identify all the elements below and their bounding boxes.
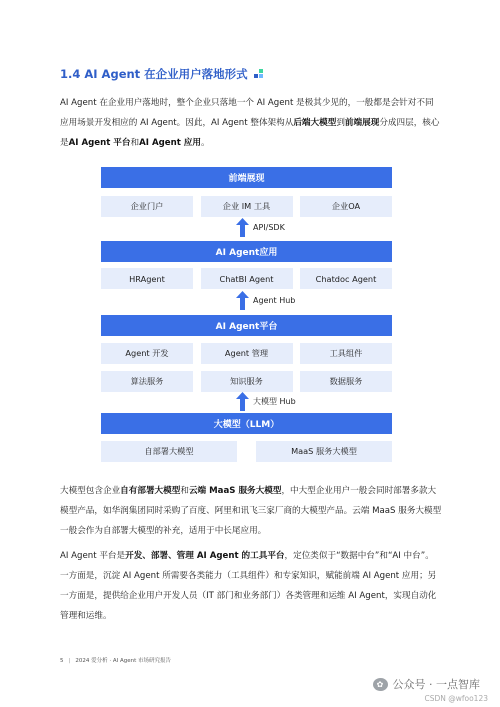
front-items-row	[101, 196, 392, 217]
front-layer-header: 前端展现	[101, 167, 392, 188]
p3-bold-tool-platform: 开发、部署、管理 AI Agent 的工具平台	[125, 551, 285, 561]
model-hub-connector	[236, 391, 296, 412]
intro-bold-application: AI Agent 应用	[139, 138, 201, 148]
agent-hub-connector	[236, 290, 295, 311]
agent-hub-label: Agent Hub	[253, 296, 296, 305]
p2-text-1: 大模型包含企业	[60, 486, 121, 496]
platform-item: Agent 开发	[101, 343, 193, 364]
api-label: API/SDK	[253, 223, 285, 232]
platform-paragraph	[60, 546, 442, 626]
platform-row-2	[101, 371, 392, 392]
p2-text-3: ，中大型企业用户一般会同时部署多款大模型产品，如华润集团同时采购了百度、阿里和讯飞三家厂商的大模型产品。云端 MaaS 服务大模型一般会作为自部署大模型的补充，适用于中长尾应用。	[60, 486, 442, 536]
llm-layer-header: 大模型（LLM）	[101, 413, 392, 434]
model-hub-label: 大模型 Hub	[253, 397, 296, 406]
page-number: 5	[60, 658, 64, 664]
title-decoration-icon	[254, 69, 264, 79]
p2-bold-self-deployed: 自有部署大模型	[120, 486, 181, 496]
intro-text-3: 分成四层，核心是	[60, 118, 440, 148]
footer-report-title: 2024 爱分析 · AI Agent 市场研究报告	[75, 658, 172, 664]
p3-text-2: ，定位类似于“数据中台”和“AI 中台”。一方面是，沉淀 AI Agent 所需要各类能力（工具组件）和专家知识，赋能前端 AI Agent 应用；另一方面是，提供给企业用户开发人员（IT 部门和业务部门）各类管理和运维 AI Agent，实现自动化管理和运维。	[60, 551, 437, 621]
app-items-row	[101, 268, 392, 289]
intro-text-2: 到	[336, 118, 345, 128]
app-layer-header: AI Agent应用	[101, 241, 392, 262]
platform-layer-header: AI Agent平台	[101, 315, 392, 336]
watermark-text: 公众号 · 一点智库	[392, 678, 480, 691]
intro-text-5: 。	[201, 138, 210, 148]
up-arrow-icon	[236, 291, 249, 310]
api-connector	[236, 217, 285, 238]
llm-items-row	[101, 441, 392, 462]
llm-paragraph	[60, 481, 442, 541]
platform-item: Agent 管理	[201, 343, 293, 364]
front-item: 企业 IM 工具	[201, 196, 293, 217]
front-item: 企业OA	[300, 196, 392, 217]
up-arrow-icon	[236, 218, 249, 237]
csdn-watermark: CSDN @wfoo123	[424, 694, 488, 703]
front-item: 企业门户	[101, 196, 193, 217]
llm-item: MaaS 服务大模型	[256, 441, 392, 462]
section-title	[60, 66, 264, 82]
app-item: HRAgent	[101, 268, 193, 289]
platform-item: 知识服务	[201, 371, 293, 392]
section-title-text: 1.4 AI Agent 在企业用户落地形式	[60, 67, 248, 81]
intro-bold-platform: AI Agent 平台	[68, 138, 131, 148]
intro-bold-frontend: 前端展现	[344, 118, 380, 128]
page-footer	[60, 656, 171, 664]
p3-text-1: AI Agent 平台是	[60, 551, 126, 561]
app-item: Chatdoc Agent	[300, 268, 392, 289]
intro-paragraph	[60, 93, 442, 153]
p2-text-2: 和	[180, 486, 189, 496]
wechat-icon: ✿	[373, 678, 388, 691]
p2-bold-maas: 云端 MaaS 服务大模型	[188, 486, 282, 496]
intro-bold-backend-model: 后端大模型	[293, 118, 337, 128]
footer-separator: |	[68, 658, 71, 664]
intro-text-4: 和	[130, 138, 140, 148]
platform-item: 算法服务	[101, 371, 193, 392]
platform-item: 数据服务	[300, 371, 392, 392]
llm-item: 自部署大模型	[101, 441, 237, 462]
intro-text-1: AI Agent 在企业用户落地时，整个企业只落地一个 AI Agent 是极其少见的，一般都是会针对不同应用场景开发相应的 AI Agent。因此，AI Agent 整体架构从	[60, 98, 434, 128]
platform-item: 工具组件	[300, 343, 392, 364]
up-arrow-icon	[236, 392, 249, 411]
platform-row-1	[101, 343, 392, 364]
wechat-watermark	[373, 676, 481, 692]
app-item: ChatBI Agent	[201, 268, 293, 289]
